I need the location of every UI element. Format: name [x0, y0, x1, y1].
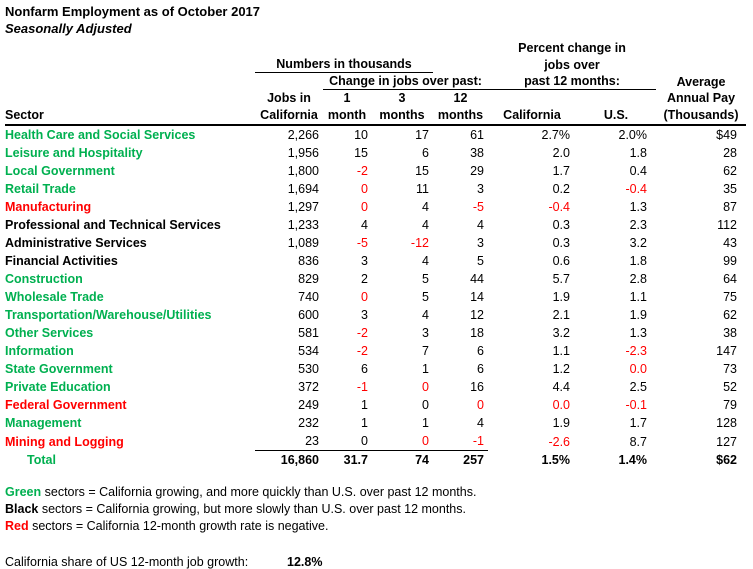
value-cell: 1,956	[287, 146, 319, 160]
value-cell: 2.7%	[541, 128, 570, 142]
legend-text: sectors = California growing, and more quickly than U.S. over past 12 months.	[41, 485, 477, 499]
header-1month-line1: 1	[343, 91, 351, 105]
table-row	[5, 234, 746, 252]
legend-note-green	[5, 484, 753, 501]
value-cell: 31.7	[343, 453, 368, 467]
value-cell: 3	[477, 182, 484, 196]
table-row	[5, 198, 746, 216]
table-row	[5, 432, 746, 451]
table-row	[5, 252, 746, 270]
value-cell: 4	[477, 218, 484, 232]
value-cell: 232	[298, 416, 319, 430]
value-cell: 1.1	[629, 290, 647, 304]
header-3months-line1: 3	[398, 91, 406, 105]
value-cell: -2	[356, 164, 368, 178]
value-cell: 257	[463, 453, 484, 467]
value-cell: 17	[415, 128, 429, 142]
table-row	[5, 378, 746, 396]
sector-cell: Retail Trade	[5, 182, 76, 196]
value-cell: 128	[716, 416, 737, 430]
value-cell: 14	[470, 290, 484, 304]
sector-cell: Management	[5, 416, 82, 430]
value-cell: 147	[716, 344, 737, 358]
value-cell: 2.8	[629, 272, 647, 286]
table-row	[5, 342, 746, 360]
value-cell: 29	[470, 164, 484, 178]
value-cell: 61	[470, 128, 484, 142]
header-spacer	[255, 73, 323, 90]
value-cell: 1.9	[552, 416, 570, 430]
value-cell: 581	[298, 326, 319, 340]
value-cell: 3.2	[629, 236, 647, 250]
value-cell: 0.0	[629, 362, 647, 376]
value-cell: 62	[723, 164, 737, 178]
value-cell: 0	[422, 398, 429, 412]
header-12months-line1: 12	[453, 91, 468, 105]
sector-cell: Local Government	[5, 164, 115, 178]
sector-cell: Leisure and Hospitality	[5, 146, 143, 160]
sector-cell: State Government	[5, 362, 113, 376]
column-header-california: California	[488, 107, 576, 125]
value-cell: 0	[361, 290, 368, 304]
value-cell: 0	[371, 432, 433, 451]
table-row	[5, 125, 746, 144]
value-cell: 3	[361, 308, 368, 322]
value-cell: -5	[356, 236, 368, 250]
page-subtitle: Seasonally Adjusted	[5, 21, 132, 36]
table-row	[5, 360, 746, 378]
value-cell: 6	[477, 362, 484, 376]
value-cell: 4	[361, 218, 368, 232]
column-header-3months: months	[371, 107, 433, 125]
value-cell: 530	[298, 362, 319, 376]
value-cell: -2.6	[548, 434, 570, 449]
value-cell: 79	[723, 398, 737, 412]
header-change-group: Change in jobs over past:	[323, 73, 488, 90]
value-cell: 6	[477, 344, 484, 358]
value-cell: 0	[361, 182, 368, 196]
sector-cell: Financial Activities	[5, 254, 118, 268]
value-cell: 6	[361, 362, 368, 376]
sector-cell: Transportation/Warehouse/Utilities	[5, 308, 212, 322]
sector-cell: Health Care and Social Services	[5, 128, 196, 142]
footer	[5, 555, 753, 569]
value-cell: 1.1	[552, 344, 570, 358]
value-cell: 5.7	[552, 272, 570, 286]
header-pay-line1: Average	[676, 74, 726, 89]
value-cell: 1.2	[552, 362, 570, 376]
value-cell: 99	[723, 254, 737, 268]
value-cell: 18	[470, 326, 484, 340]
sector-cell: Information	[5, 344, 74, 358]
value-cell: 4.4	[552, 380, 570, 394]
value-cell: 4	[422, 254, 429, 268]
value-cell: 0.3	[552, 236, 570, 250]
value-cell: 1,089	[287, 236, 319, 250]
header-spacer	[5, 90, 255, 108]
footer-value: 12.8%	[287, 555, 323, 569]
value-cell: 0	[361, 200, 368, 214]
sector-cell: Other Services	[5, 326, 94, 340]
value-cell: $49	[716, 128, 737, 142]
value-cell: 0.6	[552, 254, 570, 268]
sector-cell: Mining and Logging	[5, 434, 124, 449]
value-cell: 3	[361, 254, 368, 268]
value-cell: 600	[298, 308, 319, 322]
value-cell: 8.7	[629, 434, 647, 449]
value-cell: -12	[410, 236, 429, 250]
sector-cell: Wholesale Trade	[5, 290, 104, 304]
value-cell: -0.1	[625, 398, 647, 412]
header-spacer	[488, 90, 576, 108]
value-cell: 5	[422, 290, 429, 304]
legend-note-red	[5, 518, 753, 535]
value-cell: -2.3	[625, 344, 647, 358]
value-cell: 38	[723, 326, 737, 340]
value-cell: 4	[422, 308, 429, 322]
value-cell: 1.5%	[541, 453, 570, 467]
column-header-1month: month	[323, 107, 371, 125]
column-header-us: U.S.	[576, 107, 656, 125]
value-cell: 1	[422, 416, 429, 430]
value-cell: 12	[470, 308, 484, 322]
value-cell: 1.8	[629, 254, 647, 268]
legend-word-black: Black	[5, 502, 39, 516]
value-cell: $62	[716, 453, 737, 467]
table-row	[5, 144, 746, 162]
value-cell: 75	[723, 290, 737, 304]
value-cell: 0.0	[552, 398, 570, 412]
value-cell: -1	[433, 432, 488, 451]
total-row	[5, 451, 746, 470]
value-cell: 0.4	[629, 164, 647, 178]
sector-cell: Administrative Services	[5, 236, 147, 250]
value-cell: 5	[477, 254, 484, 268]
value-cell: 11	[416, 182, 429, 196]
table-row	[5, 216, 746, 234]
value-cell: 1.7	[552, 164, 570, 178]
legend-word-green: Green	[5, 485, 42, 499]
header-spacer	[5, 56, 255, 73]
value-cell: 1	[422, 362, 429, 376]
table-row	[5, 180, 746, 198]
value-cell: 3	[422, 326, 429, 340]
value-cell: 0	[422, 380, 429, 394]
value-cell: 2.1	[552, 308, 570, 322]
value-cell: 16,860	[280, 453, 319, 467]
header-percent-line1: Percent change in	[518, 41, 626, 55]
value-cell: 15	[354, 146, 368, 160]
value-cell: 740	[298, 290, 319, 304]
header-row-3	[5, 73, 746, 90]
employment-table	[5, 40, 746, 469]
value-cell: 2.0	[552, 146, 570, 160]
table-body	[5, 125, 746, 469]
header-spacer	[576, 90, 656, 108]
legend-text: sectors = California 12-month growth rate is negative.	[28, 519, 329, 533]
value-cell: 2,266	[287, 128, 319, 142]
value-cell: 2.5	[629, 380, 647, 394]
header-jobs-line1: Jobs in	[267, 91, 311, 105]
table-row	[5, 414, 746, 432]
value-cell: 3	[477, 236, 484, 250]
value-cell: -2	[356, 326, 368, 340]
value-cell: 1.3	[629, 326, 647, 340]
value-cell: 1.8	[629, 146, 647, 160]
value-cell: 2.0%	[618, 128, 647, 142]
header-numbers-group: Numbers in thousands	[255, 56, 433, 73]
header-spacer	[656, 40, 746, 56]
table-row	[5, 162, 746, 180]
header-percent-line3: past 12 months:	[488, 73, 656, 90]
value-cell: -5	[472, 200, 484, 214]
value-cell: 112	[717, 218, 737, 232]
column-header-12months: months	[433, 107, 488, 125]
table-row	[5, 270, 746, 288]
table-header	[5, 40, 746, 125]
value-cell: 16	[470, 380, 484, 394]
value-cell: 43	[723, 236, 737, 250]
value-cell: 3.2	[552, 326, 570, 340]
value-cell: 1,233	[287, 218, 319, 232]
value-cell: 1,800	[287, 164, 319, 178]
legend	[5, 484, 753, 535]
legend-word-red: Red	[5, 519, 29, 533]
column-header-pay: (Thousands)	[656, 107, 746, 125]
value-cell: 44	[470, 272, 484, 286]
header-row-4	[5, 90, 746, 108]
sector-cell: Federal Government	[5, 398, 127, 412]
value-cell: 534	[298, 344, 319, 358]
header-spacer	[656, 56, 746, 73]
value-cell: 249	[298, 398, 319, 412]
value-cell: -0.4	[548, 200, 570, 214]
value-cell: 10	[354, 128, 368, 142]
header-row-5	[5, 107, 746, 125]
value-cell: 38	[470, 146, 484, 160]
value-cell: 28	[723, 146, 737, 160]
value-cell: 0	[323, 432, 371, 451]
value-cell: 1	[361, 416, 368, 430]
table-row	[5, 306, 746, 324]
value-cell: 127	[716, 434, 737, 449]
value-cell: 23	[255, 432, 323, 451]
legend-text: sectors = California growing, but more slowly than U.S. over past 12 months.	[38, 502, 466, 516]
value-cell: 87	[723, 200, 737, 214]
value-cell: 1,694	[287, 182, 319, 196]
value-cell: 1,297	[287, 200, 319, 214]
sector-cell: Manufacturing	[5, 200, 92, 214]
header-spacer	[433, 56, 488, 73]
header-pay-line2: Annual Pay	[666, 91, 736, 105]
legend-note-black	[5, 501, 753, 518]
value-cell: 1.3	[629, 200, 647, 214]
value-cell: -2	[356, 344, 368, 358]
sector-cell: Construction	[5, 272, 83, 286]
value-cell: 6	[422, 146, 429, 160]
header-spacer	[255, 40, 488, 56]
header-percent-line2: jobs over	[544, 57, 600, 72]
column-header-sector: Sector	[5, 107, 255, 125]
value-cell: 62	[723, 308, 737, 322]
value-cell: 2	[361, 272, 368, 286]
footer-label: California share of US 12-month job growth:	[5, 555, 249, 569]
value-cell: 829	[298, 272, 319, 286]
value-cell: 0.2	[552, 182, 570, 196]
value-cell: 1.9	[629, 308, 647, 322]
page-title: Nonfarm Employment as of October 2017	[5, 4, 261, 19]
header-row-1	[5, 40, 746, 56]
value-cell: 35	[723, 182, 737, 196]
value-cell: -1	[356, 380, 368, 394]
title-block	[5, 3, 753, 37]
column-header-jobs: California	[255, 107, 323, 125]
table-row	[5, 324, 746, 342]
value-cell: 1	[361, 398, 368, 412]
value-cell: 4	[422, 200, 429, 214]
value-cell: 372	[298, 380, 319, 394]
value-cell: 0.3	[552, 218, 570, 232]
value-cell: 73	[723, 362, 737, 376]
sector-cell: Total	[27, 453, 56, 467]
header-spacer	[5, 40, 255, 56]
value-cell: 2.3	[629, 218, 647, 232]
value-cell: 1.4%	[618, 453, 647, 467]
value-cell: 1.9	[552, 290, 570, 304]
value-cell: 15	[415, 164, 429, 178]
value-cell: 836	[298, 254, 319, 268]
header-row-2	[5, 56, 746, 73]
table-row	[5, 396, 746, 414]
value-cell: 4	[477, 416, 484, 430]
table-row	[5, 288, 746, 306]
value-cell: 7	[422, 344, 429, 358]
value-cell: 1.7	[629, 416, 647, 430]
header-spacer	[5, 73, 255, 90]
value-cell: 52	[723, 380, 737, 394]
sector-cell: Private Education	[5, 380, 111, 394]
value-cell: 64	[723, 272, 737, 286]
value-cell: 4	[422, 218, 429, 232]
value-cell: 5	[422, 272, 429, 286]
value-cell: -0.4	[625, 182, 647, 196]
value-cell: 0	[477, 398, 484, 412]
sector-cell: Professional and Technical Services	[5, 218, 221, 232]
value-cell: 74	[415, 453, 429, 467]
